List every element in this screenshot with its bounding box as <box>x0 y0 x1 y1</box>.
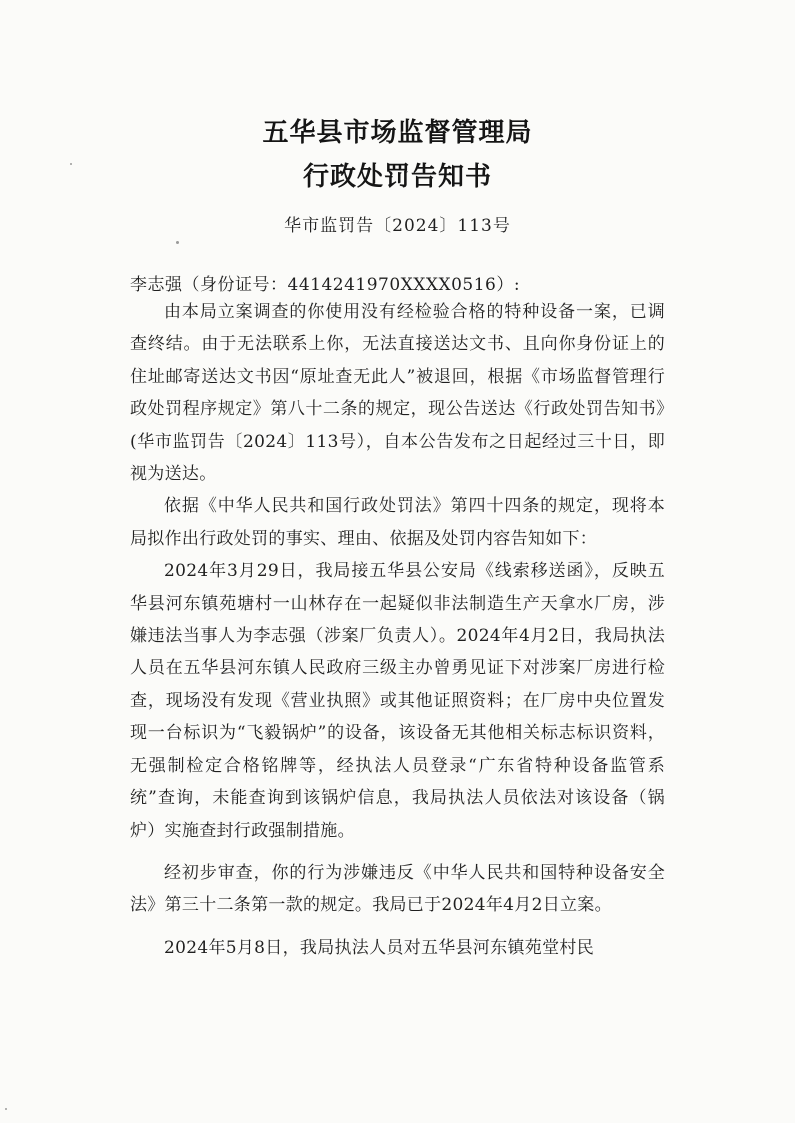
paragraph-investigation: 2024年5月8日，我局执法人员对五华县河东镇苑堂村民 <box>164 937 594 958</box>
document-number: 华市监罚告〔2024〕113号 <box>284 216 511 236</box>
salutation: 李志强（身份证号：4414241970XXXX0516）: <box>130 275 521 295</box>
paragraph-legal-basis: 依据《中华人民共和国行政处罚法》第四十四条的规定，现将本局拟作出行政处罚的事实、理由、依据及处罚内容告知如下： <box>130 496 665 549</box>
document-body <box>130 296 665 964</box>
scan-speck <box>176 241 179 244</box>
paragraph-preliminary-review: 经初步审查，你的行为涉嫌违反《中华人民共和国特种设备安全法》第三十二条第一款的规定。我局已于2024年4月2日立案。 <box>130 862 665 916</box>
document-title: 行政处罚告知书 <box>302 162 492 192</box>
scan-speck <box>5 1108 7 1110</box>
agency-title: 五华县市场监督管理局 <box>262 118 533 148</box>
paragraph-case-summary: 由本局立案调查的你使用没有经检验合格的特种设备一案，已调查终结。由于无法联系上你，无法直接送达文书、且向你身份证上的住址邮寄送达文书因“原址查无此人”被退回，根据《市场监督管理行政处罚程序规定》第八十二条的规定，现公告送达《行政处罚告知书》(华市监罚告〔2024〕113号），自本公告发布之日起经过三十日，即视为送达。 <box>130 302 665 485</box>
paragraph-facts: 2024年3月29日，我局接五华县公安局《线索移送函》，反映五华县河东镇苑塘村一山林存在一起疑似非法制造生产天拿水厂房，涉嫌违法当事人为李志强（涉案厂负责人）。2024年4月2日，我局执法人员在五华县河东镇人民政府三级主办曾勇见证下对涉案厂房进行检查，现场没有发现《营业执照》或其他证照资料；在厂房中央位置发现一台标识为“飞毅锅炉”的设备，该设备无其他相关标志标识资料，无强制检定合格铭牌等，经执法人员登录“广东省特种设备监管系统”查询，未能查询到该锅炉信息，我局执法人员依法对该设备（锅炉）实施查封行政强制措施。 <box>130 561 665 841</box>
scan-speck <box>70 163 72 165</box>
